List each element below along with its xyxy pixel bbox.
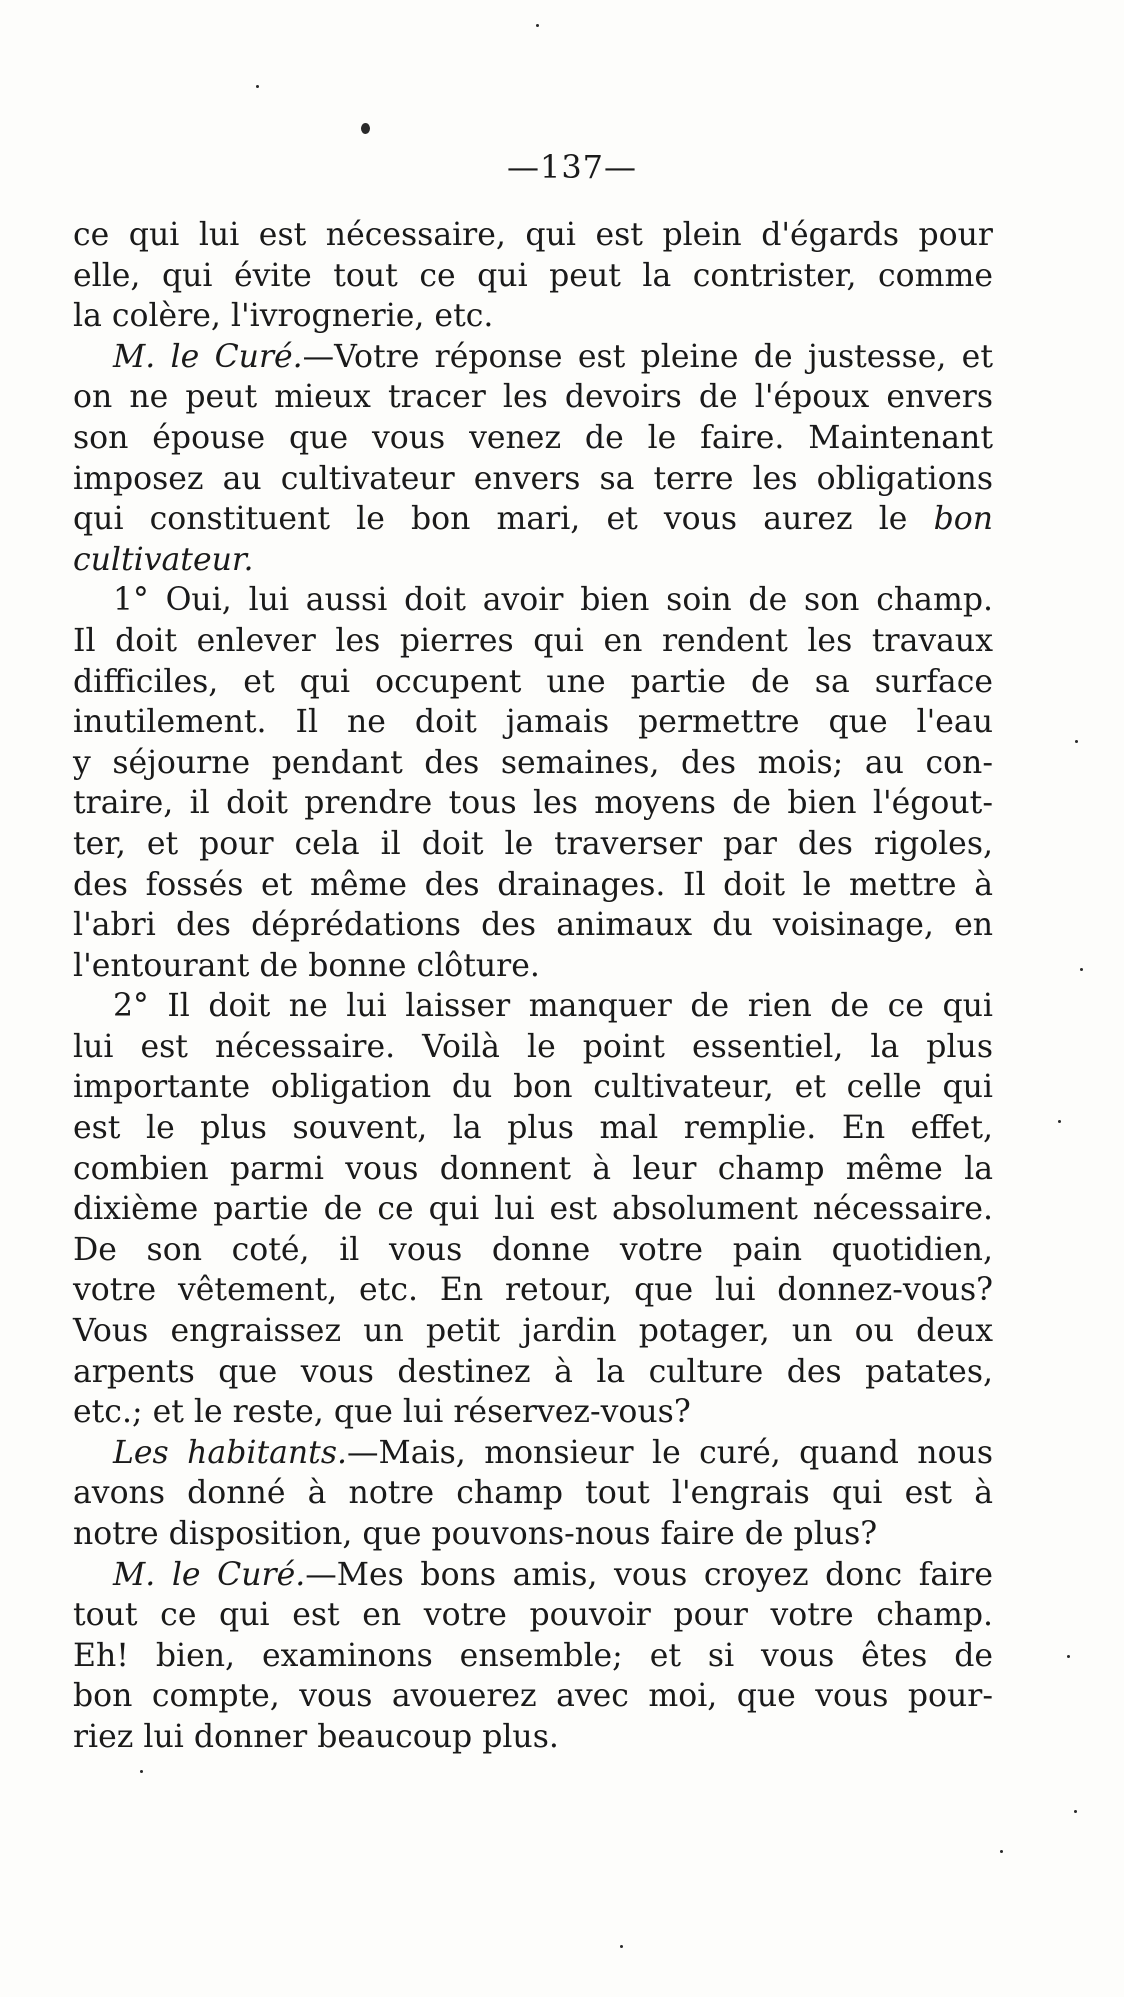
ink-speck — [1074, 1810, 1077, 1813]
text-line: y séjourne pendant des semaines, des mois; au con- — [73, 744, 993, 781]
text-line: importante obligation du bon cultivateur, et celle qui — [73, 1069, 993, 1106]
ink-speck — [620, 1945, 623, 1948]
text-line: votre vêtement, etc. En retour, que lui donnez-vous? — [73, 1272, 993, 1309]
text-line: riez lui donner beaucoup plus. — [73, 1718, 559, 1755]
text-line: 2° Il doit ne lui laisser manquer de rien de ce qui — [113, 988, 993, 1025]
text-line: lui est nécessaire. Voilà le point essentiel, la plus — [73, 1028, 993, 1065]
page-number: —137— — [506, 148, 638, 186]
text-line: la colère, l'ivrognerie, etc. — [73, 298, 494, 335]
ink-speck — [1075, 740, 1078, 743]
text-line: ce qui lui est nécessaire, qui est plein d'égards pour — [73, 217, 993, 253]
speaker-line: M. le Curé.—Mes bons amis, vous croyez donc faire — [113, 1556, 993, 1593]
body-text — [73, 215, 993, 1758]
text-line: l'entourant de bonne clôture. — [73, 947, 540, 984]
text-line: des fossés et même des drainages. Il doit le mettre à — [73, 866, 993, 903]
speaker-line: Les habitants.—Mais, monsieur le curé, quand nous — [113, 1434, 993, 1471]
ink-speck — [361, 123, 370, 134]
ink-speck — [1080, 968, 1083, 971]
text-line: etc.; et le reste, que lui réservez-vous? — [73, 1394, 691, 1431]
text-line: Eh! bien, examinons ensemble; et si vous êtes de — [73, 1637, 993, 1674]
text-line: combien parmi vous donnent à leur champ même la — [73, 1150, 993, 1187]
text-line: son épouse que vous venez de le faire. Maintenant — [73, 419, 993, 456]
text-line: arpents que vous destinez à la culture des patates, — [73, 1353, 993, 1390]
text-line: notre disposition, que pouvons-nous faire de plus? — [73, 1516, 878, 1552]
speaker-line: M. le Curé.—Votre réponse est pleine de justesse, et — [113, 338, 993, 375]
text-line: bon compte, vous avouerez avec moi, que vous pour- — [73, 1678, 993, 1715]
text-line: 1° Oui, lui aussi doit avoir bien soin de son champ. — [113, 582, 993, 619]
text-line: tout ce qui est en votre pouvoir pour votre champ. — [73, 1597, 993, 1634]
text-line: on ne peut mieux tracer les devoirs de l'époux envers — [73, 379, 993, 416]
text-line: elle, qui évite tout ce qui peut la contrister, comme — [73, 257, 993, 294]
ink-speck — [1058, 1120, 1061, 1123]
text-line: Il doit enlever les pierres qui en rendent les travaux — [73, 622, 993, 659]
ink-speck — [536, 24, 539, 27]
text-line: cultivateur. — [73, 541, 254, 578]
text-line: dixième partie de ce qui lui est absolument nécessaire. — [73, 1191, 993, 1228]
text-line: Vous engraissez un petit jardin potager, un ou deux — [73, 1313, 993, 1350]
text-line: avons donné à notre champ tout l'engrais qui est à — [73, 1475, 993, 1512]
text-line: l'abri des déprédations des animaux du voisinage, en — [73, 907, 993, 944]
ink-speck — [1067, 1655, 1070, 1658]
ink-speck — [256, 85, 259, 88]
text-line: imposez au cultivateur envers sa terre les obligations — [73, 460, 993, 497]
speaker-name: M. le Curé. — [113, 1556, 306, 1593]
text-line: difficiles, et qui occupent une partie de sa surface — [73, 663, 993, 700]
ink-speck — [1000, 1850, 1003, 1853]
text-line: qui constituent le bon mari, et vous aurez le bon — [73, 501, 993, 538]
speaker-name: M. le Curé. — [113, 338, 303, 375]
text-line: inutilement. Il ne doit jamais permettre que l'eau — [73, 704, 993, 741]
speaker-name: Les habitants. — [113, 1434, 348, 1471]
text-line: De son coté, il vous donne votre pain quotidien, — [73, 1231, 993, 1268]
text-line: est le plus souvent, la plus mal remplie. En effet, — [73, 1110, 993, 1147]
ink-speck — [140, 1770, 143, 1773]
text-line: traire, il doit prendre tous les moyens de bien l'égout- — [73, 785, 993, 822]
text-line: ter, et pour cela il doit le traverser par des rigoles, — [73, 825, 993, 862]
